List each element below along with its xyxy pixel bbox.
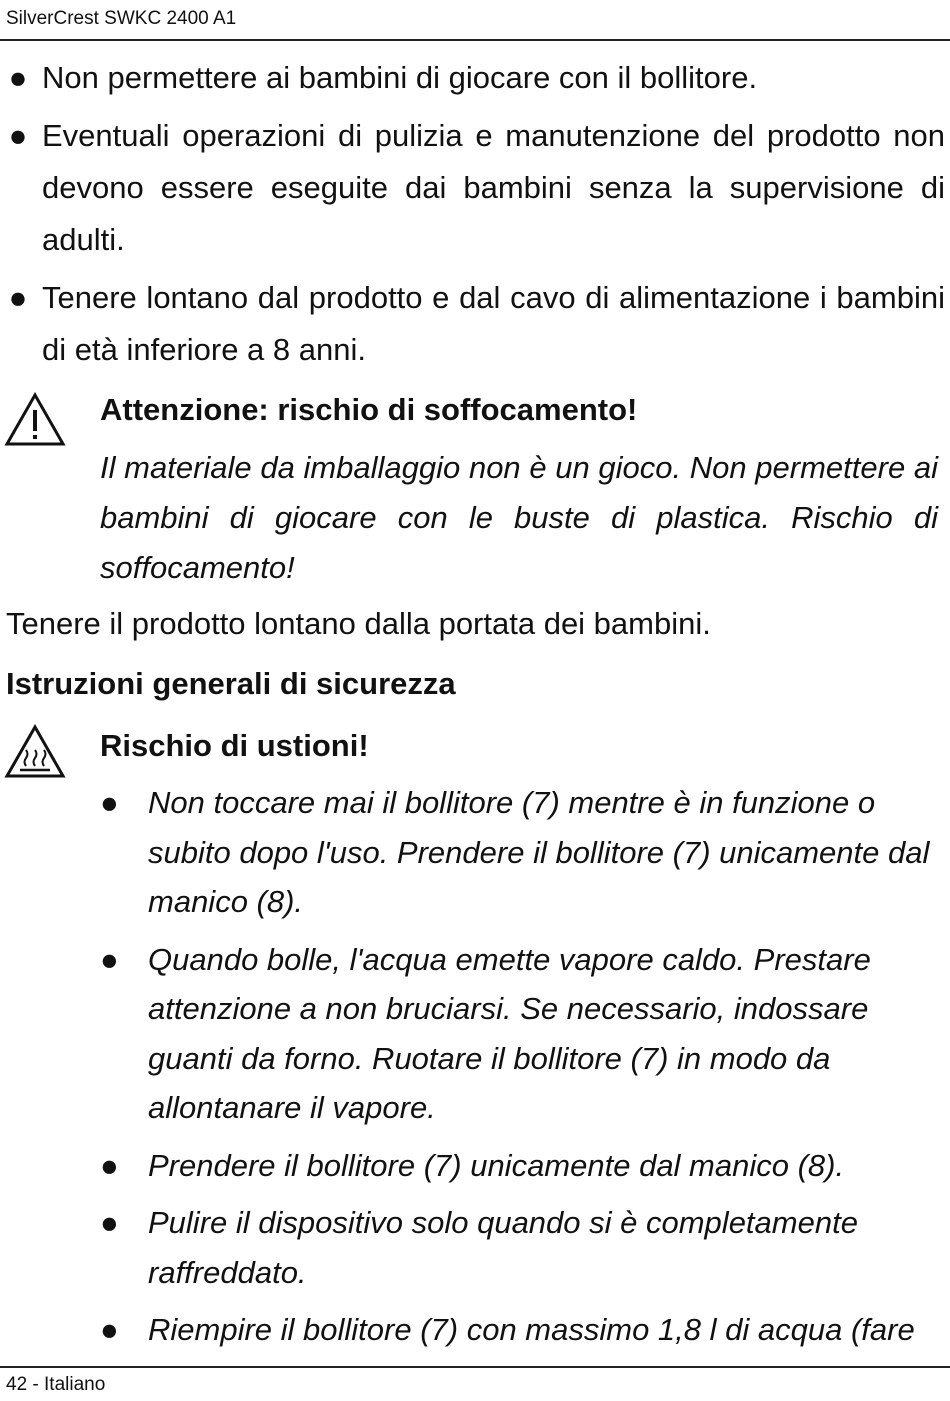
bullet-icon: ● xyxy=(100,785,119,820)
burn-safety-list xyxy=(100,778,945,1363)
warning-body: Il materiale da imballaggio non è un gioco. Non permettere ai bambini di giocare con le buste di plastica. Rischio di soffocamento! xyxy=(100,450,938,585)
keep-away-text: Tenere il prodotto lontano dalla portata dei bambini. xyxy=(6,606,711,641)
header-title: SilverCrest SWKC 2400 A1 xyxy=(6,8,237,29)
list-item xyxy=(0,52,945,104)
list-item xyxy=(100,935,945,1133)
list-item xyxy=(0,110,945,266)
page-number: 42 - Italiano xyxy=(6,1374,106,1395)
warning-title: Attenzione: rischio di soffocamento! xyxy=(100,392,638,427)
footer-divider xyxy=(0,1366,950,1368)
list-item-text: Quando bolle, l'acqua emette vapore caldo. Prestare attenzione a non bruciarsi. Se necessario, indossare guanti da forno. Ruotare il bollitore (7) in modo da allontanare il vapore. xyxy=(148,941,871,1125)
list-item xyxy=(100,1141,945,1191)
intro-bullet-list xyxy=(0,52,945,382)
bullet-icon: ● xyxy=(100,941,119,977)
bullet-icon: ● xyxy=(100,1205,119,1240)
warning-title: Rischio di ustioni! xyxy=(100,728,369,763)
list-item xyxy=(0,272,945,376)
list-item-text: Non permettere ai bambini di giocare con il bollitore. xyxy=(42,60,758,95)
bullet-icon: ● xyxy=(8,280,28,315)
list-item xyxy=(100,1305,945,1355)
bullet-icon: ● xyxy=(8,118,28,153)
bullet-icon: ● xyxy=(100,1312,119,1347)
header-divider xyxy=(0,39,950,41)
warning-triangle-icon xyxy=(4,392,66,448)
section-heading: Istruzioni generali di sicurezza xyxy=(6,666,456,701)
list-item-text: Eventuali operazioni di pulizia e manutenzione del prodotto non devono essere eseguite dai bambini senza la supervisione di adulti. xyxy=(42,118,945,257)
bullet-icon: ● xyxy=(8,60,28,95)
list-item-text: Pulire il dispositivo solo quando si è completamente raffreddato. xyxy=(148,1205,858,1290)
list-item-text: Prendere il bollitore (7) unicamente dal manico (8). xyxy=(148,1147,845,1183)
list-item xyxy=(100,1198,945,1297)
list-item-text: Tenere lontano dal prodotto e dal cavo di alimentazione i bambini di età inferiore a 8 anni. xyxy=(42,280,945,367)
bullet-icon: ● xyxy=(100,1147,119,1183)
list-item-text: Riempire il bollitore (7) con massimo 1,8 l di acqua (fare xyxy=(148,1312,915,1347)
hot-surface-warning-icon xyxy=(4,724,66,780)
list-item xyxy=(100,778,945,927)
list-item-text: Non toccare mai il bollitore (7) mentre è in funzione o subito dopo l'uso. Prendere il bollitore (7) unicamente dal manico (8). xyxy=(148,785,930,919)
